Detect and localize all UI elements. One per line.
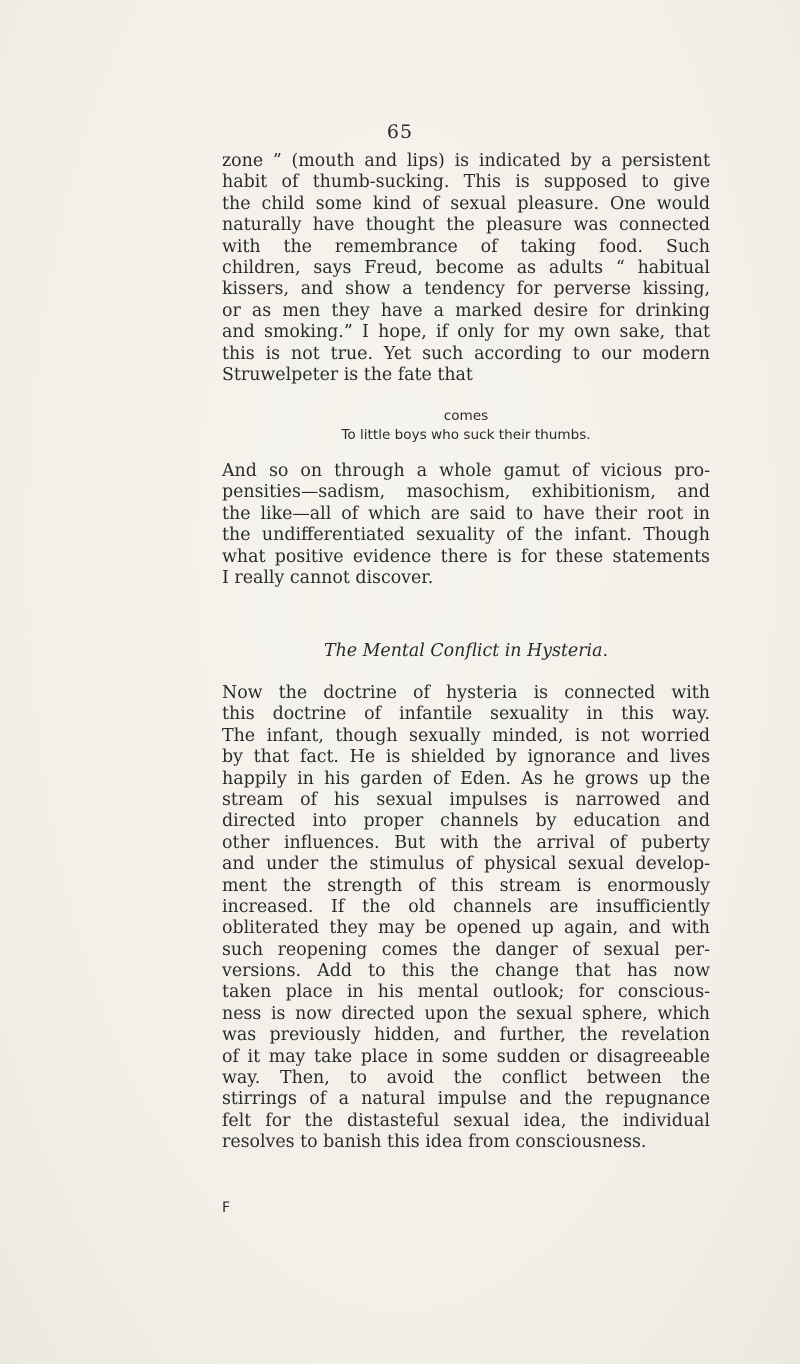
verse-line: To little boys who suck their thumbs. — [341, 427, 591, 443]
text-line: children, says Freud, become as adults “ habitual — [222, 257, 710, 278]
text-line: I really cannot discover. — [222, 567, 434, 588]
verse-line: comes — [443, 408, 489, 424]
text-line: and smoking.” I hope, if only for my own sake, that — [222, 322, 710, 343]
text-line: other influences. But with the arrival of puberty — [222, 832, 710, 853]
paragraph-1 — [222, 151, 710, 386]
signature-mark: F — [222, 1200, 231, 1216]
text-line: taken place in his mental outlook; for conscious- — [222, 982, 710, 1003]
text-line: the undifferentiated sexuality of the infant. Though — [222, 525, 710, 546]
text-line: kissers, and show a tendency for perverse kissing, — [222, 279, 710, 300]
text-line: the child some kind of sexual pleasure. One would — [222, 193, 710, 214]
text-line: habit of thumb-sucking. This is supposed to give — [222, 172, 710, 193]
text-line: such reopening comes the danger of sexual per- — [222, 939, 710, 960]
text-line: or as men they have a marked desire for drinking — [222, 300, 710, 321]
text-line: ness is now directed upon the sexual sphere, which — [222, 1003, 710, 1024]
text-line: obliterated they may be opened up again, and with — [222, 918, 710, 939]
text-line: this is not true. Yet such according to our modern — [222, 343, 710, 364]
text-line: resolves to banish this idea from consciousness. — [222, 1132, 647, 1153]
page-number: 65 — [386, 121, 414, 143]
text-line: Struwelpeter is the fate that — [222, 364, 473, 385]
text-line: The infant, though sexually minded, is not worried — [222, 725, 710, 746]
text-line: happily in his garden of Eden. As he grows up the — [222, 768, 710, 789]
text-line: the like—all of which are said to have their root in — [222, 503, 710, 524]
text-line: what positive evidence there is for these statements — [222, 546, 710, 567]
text-line: Now the doctrine of hysteria is connected with — [222, 683, 710, 703]
text-line: ment the strength of this stream is enormously — [222, 875, 710, 896]
text-line: felt for the distasteful sexual idea, the individual — [222, 1110, 710, 1131]
text-line: directed into proper channels by education and — [222, 811, 710, 832]
text-line: stirrings of a natural impulse and the repugnance — [222, 1089, 710, 1110]
section-heading: The Mental Conflict in Hysteria. — [323, 641, 609, 661]
text-line: was previously hidden, and further, the revelation — [222, 1025, 710, 1046]
text-line: with the remembrance of taking food. Such — [222, 236, 710, 257]
text-line: zone ” (mouth and lips) is indicated by a persistent — [222, 151, 710, 171]
text-line: increased. If the old channels are insufficiently — [222, 896, 710, 917]
text-line: And so on through a whole gamut of vicious pro- — [222, 461, 710, 481]
text-line: way. Then, to avoid the conflict between the — [222, 1068, 710, 1089]
text-line: pensities—sadism, masochism, exhibitionism, and — [222, 482, 710, 503]
text-line: this doctrine of infantile sexuality in this way. — [222, 704, 710, 725]
paragraph-3 — [222, 683, 710, 1154]
paragraph-2 — [222, 461, 710, 589]
text-line: naturally have thought the pleasure was connected — [222, 215, 710, 236]
text-line: versions. Add to this the change that has now — [222, 961, 710, 982]
text-line: and under the stimulus of physical sexual develop- — [222, 854, 710, 875]
text-line: stream of his sexual impulses is narrowed and — [222, 789, 710, 810]
text-line: by that fact. He is shielded by ignorance and lives — [222, 747, 710, 768]
text-line: of it may take place in some sudden or disagreeable — [222, 1046, 710, 1067]
